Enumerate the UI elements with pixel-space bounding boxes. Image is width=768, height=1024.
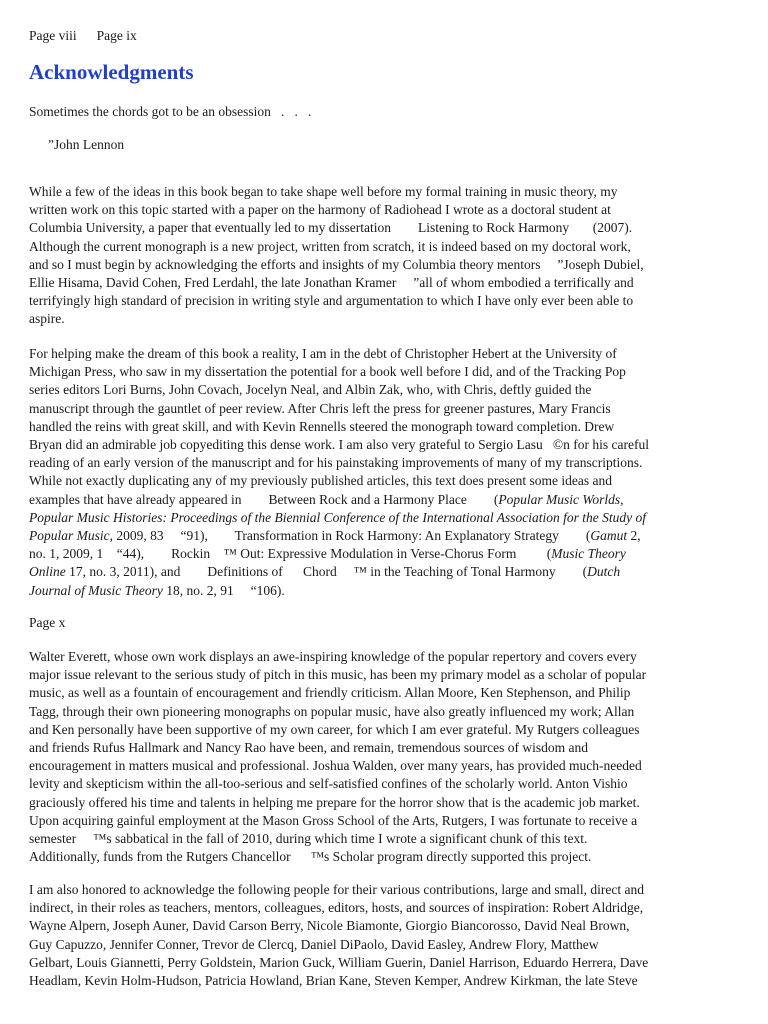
- citation-title: Journal of Music Theory: [29, 582, 163, 598]
- text-line: Michigan Press, who saw in my dissertation the potential for a book well before I did, and of the Tracking Pop: [29, 364, 626, 380]
- text-line: Guy Capuzzo, Jennifer Conner, Trevor de Clercq, Daniel DiPaolo, David Easley, Andrew Flory, Matthew: [29, 936, 599, 952]
- text-line: For helping make the dream of this book a reality, I am in the debt of Christopher Hebert at the University of: [29, 346, 617, 361]
- page-viii-label: Page viii: [29, 28, 77, 43]
- page-ix-label: Page ix: [96, 28, 137, 43]
- text-line: [29, 527, 745, 545]
- text-line: Gelbart, Louis Giannetti, Perry Goldstein, Marion Guck, William Guerin, Daniel Harrison, Eduardo Herrera, Dave: [29, 954, 649, 970]
- text-line: [29, 563, 745, 581]
- text-line: semester ™s sabbatical in the fall of 2010, during which time I wrote a significant chunk of this text.: [29, 831, 588, 847]
- text-line: Although the current monograph is a new project, written from scratch, it is indeed based on my doctoral work,: [29, 238, 631, 254]
- text-line: While a few of the ideas in this book began to take shape well before my formal training in music theory, my: [29, 184, 618, 199]
- text-line: encouragement in matters musical and professional. Joshua Walden, over many years, has provided much-needed: [29, 758, 642, 774]
- citation-title: Online: [29, 564, 66, 580]
- text-line: and so I must begin by acknowledging the efforts and insights of my Columbia theory mentors ”Joseph Dubiel,: [29, 256, 644, 272]
- text-line: Upon acquiring gainful employment at the Mason Gross School of the Arts, Rutgers, I was fortunate to receive a: [29, 812, 638, 828]
- text-line: aspire.: [29, 311, 65, 327]
- paragraph-2: [29, 345, 745, 600]
- text-line: I am also honored to acknowledge the following people for their various contributions, large and small, direct and: [29, 882, 644, 897]
- epigraph-quote: Sometimes the chords got to be an obsession . . .: [29, 104, 312, 119]
- text-line: handled the reins with great skill, and with Kevin Rennells steered the monograph toward completion. Drew: [29, 418, 615, 434]
- text-line: music, as well as a fountain of encouragement and friendly criticism. Allan Moore, Ken Stephenson, and Philip: [29, 685, 631, 701]
- text-line: reading of an early version of the manuscript and for his painstaking improvements of many of my transcriptions.: [29, 455, 643, 471]
- text-line: Walter Everett, whose own work displays an awe-inspiring knowledge of the popular repertory and covers every: [29, 649, 637, 664]
- text-line: While not exactly duplicating any of my previously published articles, this text does present some ideas and: [29, 473, 612, 489]
- paragraph-1: [29, 183, 745, 329]
- epigraph-attribution: ”John Lennon: [48, 137, 125, 152]
- text-line: [29, 545, 745, 563]
- text-run: no. 1, 2009, 1 “44), Rockin ™ Out: Expressive Modulation in Verse-Chorus Form (: [29, 546, 552, 562]
- text-line: [29, 491, 745, 509]
- text-line: Ellie Hisama, David Cohen, Fred Lerdahl, the late Jonathan Kramer ”all of whom embodied a terrifically and: [29, 275, 634, 291]
- text-line: Wayne Alpern, Joseph Auner, David Carson Berry, Nicole Biamonte, Giorgio Biancorosso, David Neal Brown,: [29, 918, 630, 934]
- paragraph-3: [29, 648, 745, 866]
- text-line: Additionally, funds from the Rutgers Chancellor ™s Scholar program directly supported this project.: [29, 849, 592, 865]
- text-line: levity and skepticism within the all-too-serious and self-satisfied confines of the scholarly world. Anton Vishio: [29, 776, 628, 792]
- text-line: series editors Lori Burns, John Covach, Jocelyn Neal, and Albin Zak, who, with Chris, deftly guided the: [29, 382, 592, 398]
- text-run: examples that have already appeared in Between Rock and a Harmony Place (: [29, 491, 499, 507]
- text-run: 17, no. 3, 2011), and Definitions of Chord ™ in the Teaching of Tonal Harmony (: [65, 564, 588, 580]
- citation-title: Popular Music Histories: Proceedings of the Biennial Conference of the International Association for the Study of: [29, 509, 647, 525]
- page-title: Acknowledgments: [29, 60, 194, 84]
- citation-title: Popular Music,: [29, 528, 113, 544]
- paragraph-4: [29, 881, 745, 990]
- text-line: and friends Rufus Hallmark and Nancy Rao have been, and remain, tremendous sources of wisdom and: [29, 740, 588, 756]
- citation-title: Dutch: [587, 564, 621, 580]
- text-line: and Ken personally have been supportive of my own career, for which I am ever grateful. My Rutgers colleagues: [29, 721, 640, 737]
- text-line: Bryan did an admirable job copyediting this dense work. I am also very grateful to Sergio Lasu ©n for his careful: [29, 437, 649, 453]
- text-line: graciously offered his time and talents in helping me prepare for the horror show that is the academic job market.: [29, 794, 640, 810]
- text-run: 2,: [627, 528, 641, 544]
- page-x-label: Page x: [29, 615, 66, 630]
- citation-title: Gamut: [590, 528, 628, 544]
- page-numbers-header: [29, 27, 137, 45]
- text-line: manuscript through the gauntlet of peer review. After Chris left the press for greener pastures, Mary Francis: [29, 400, 611, 416]
- text-line: major issue relevant to the serious study of pitch in this music, has been my primary model as a scholar of popular: [29, 667, 647, 683]
- text-run: 18, no. 2, 91 “106).: [162, 582, 285, 598]
- citation-title: Music Theory: [551, 546, 626, 562]
- text-line: [29, 582, 745, 600]
- text-run: 2009, 83 “91), Transformation in Rock Harmony: An Explanatory Strategy (: [113, 528, 591, 544]
- citation-title: Popular Music Worlds,: [498, 491, 624, 507]
- text-line: Tagg, through their own pioneering monographs on popular music, have also greatly influenced my work; Allan: [29, 703, 635, 719]
- text-line: written work on this topic started with a paper on the harmony of Radiohead I wrote as a doctoral student at: [29, 202, 611, 218]
- text-line: terrifyingly high standard of precision in writing style and argumentation to which I have only ever been able to: [29, 293, 634, 309]
- text-line: Columbia University, a paper that eventually led to my dissertation Listening to Rock Harmony (2007).: [29, 220, 633, 236]
- text-line: Headlam, Kevin Holm-Hudson, Patricia Howland, Brian Kane, Steven Kemper, Andrew Kirkman, the late Steve: [29, 973, 638, 989]
- text-line: indirect, in their roles as teachers, mentors, colleagues, editors, hosts, and sources of inspiration: Robert Aldridge,: [29, 900, 644, 916]
